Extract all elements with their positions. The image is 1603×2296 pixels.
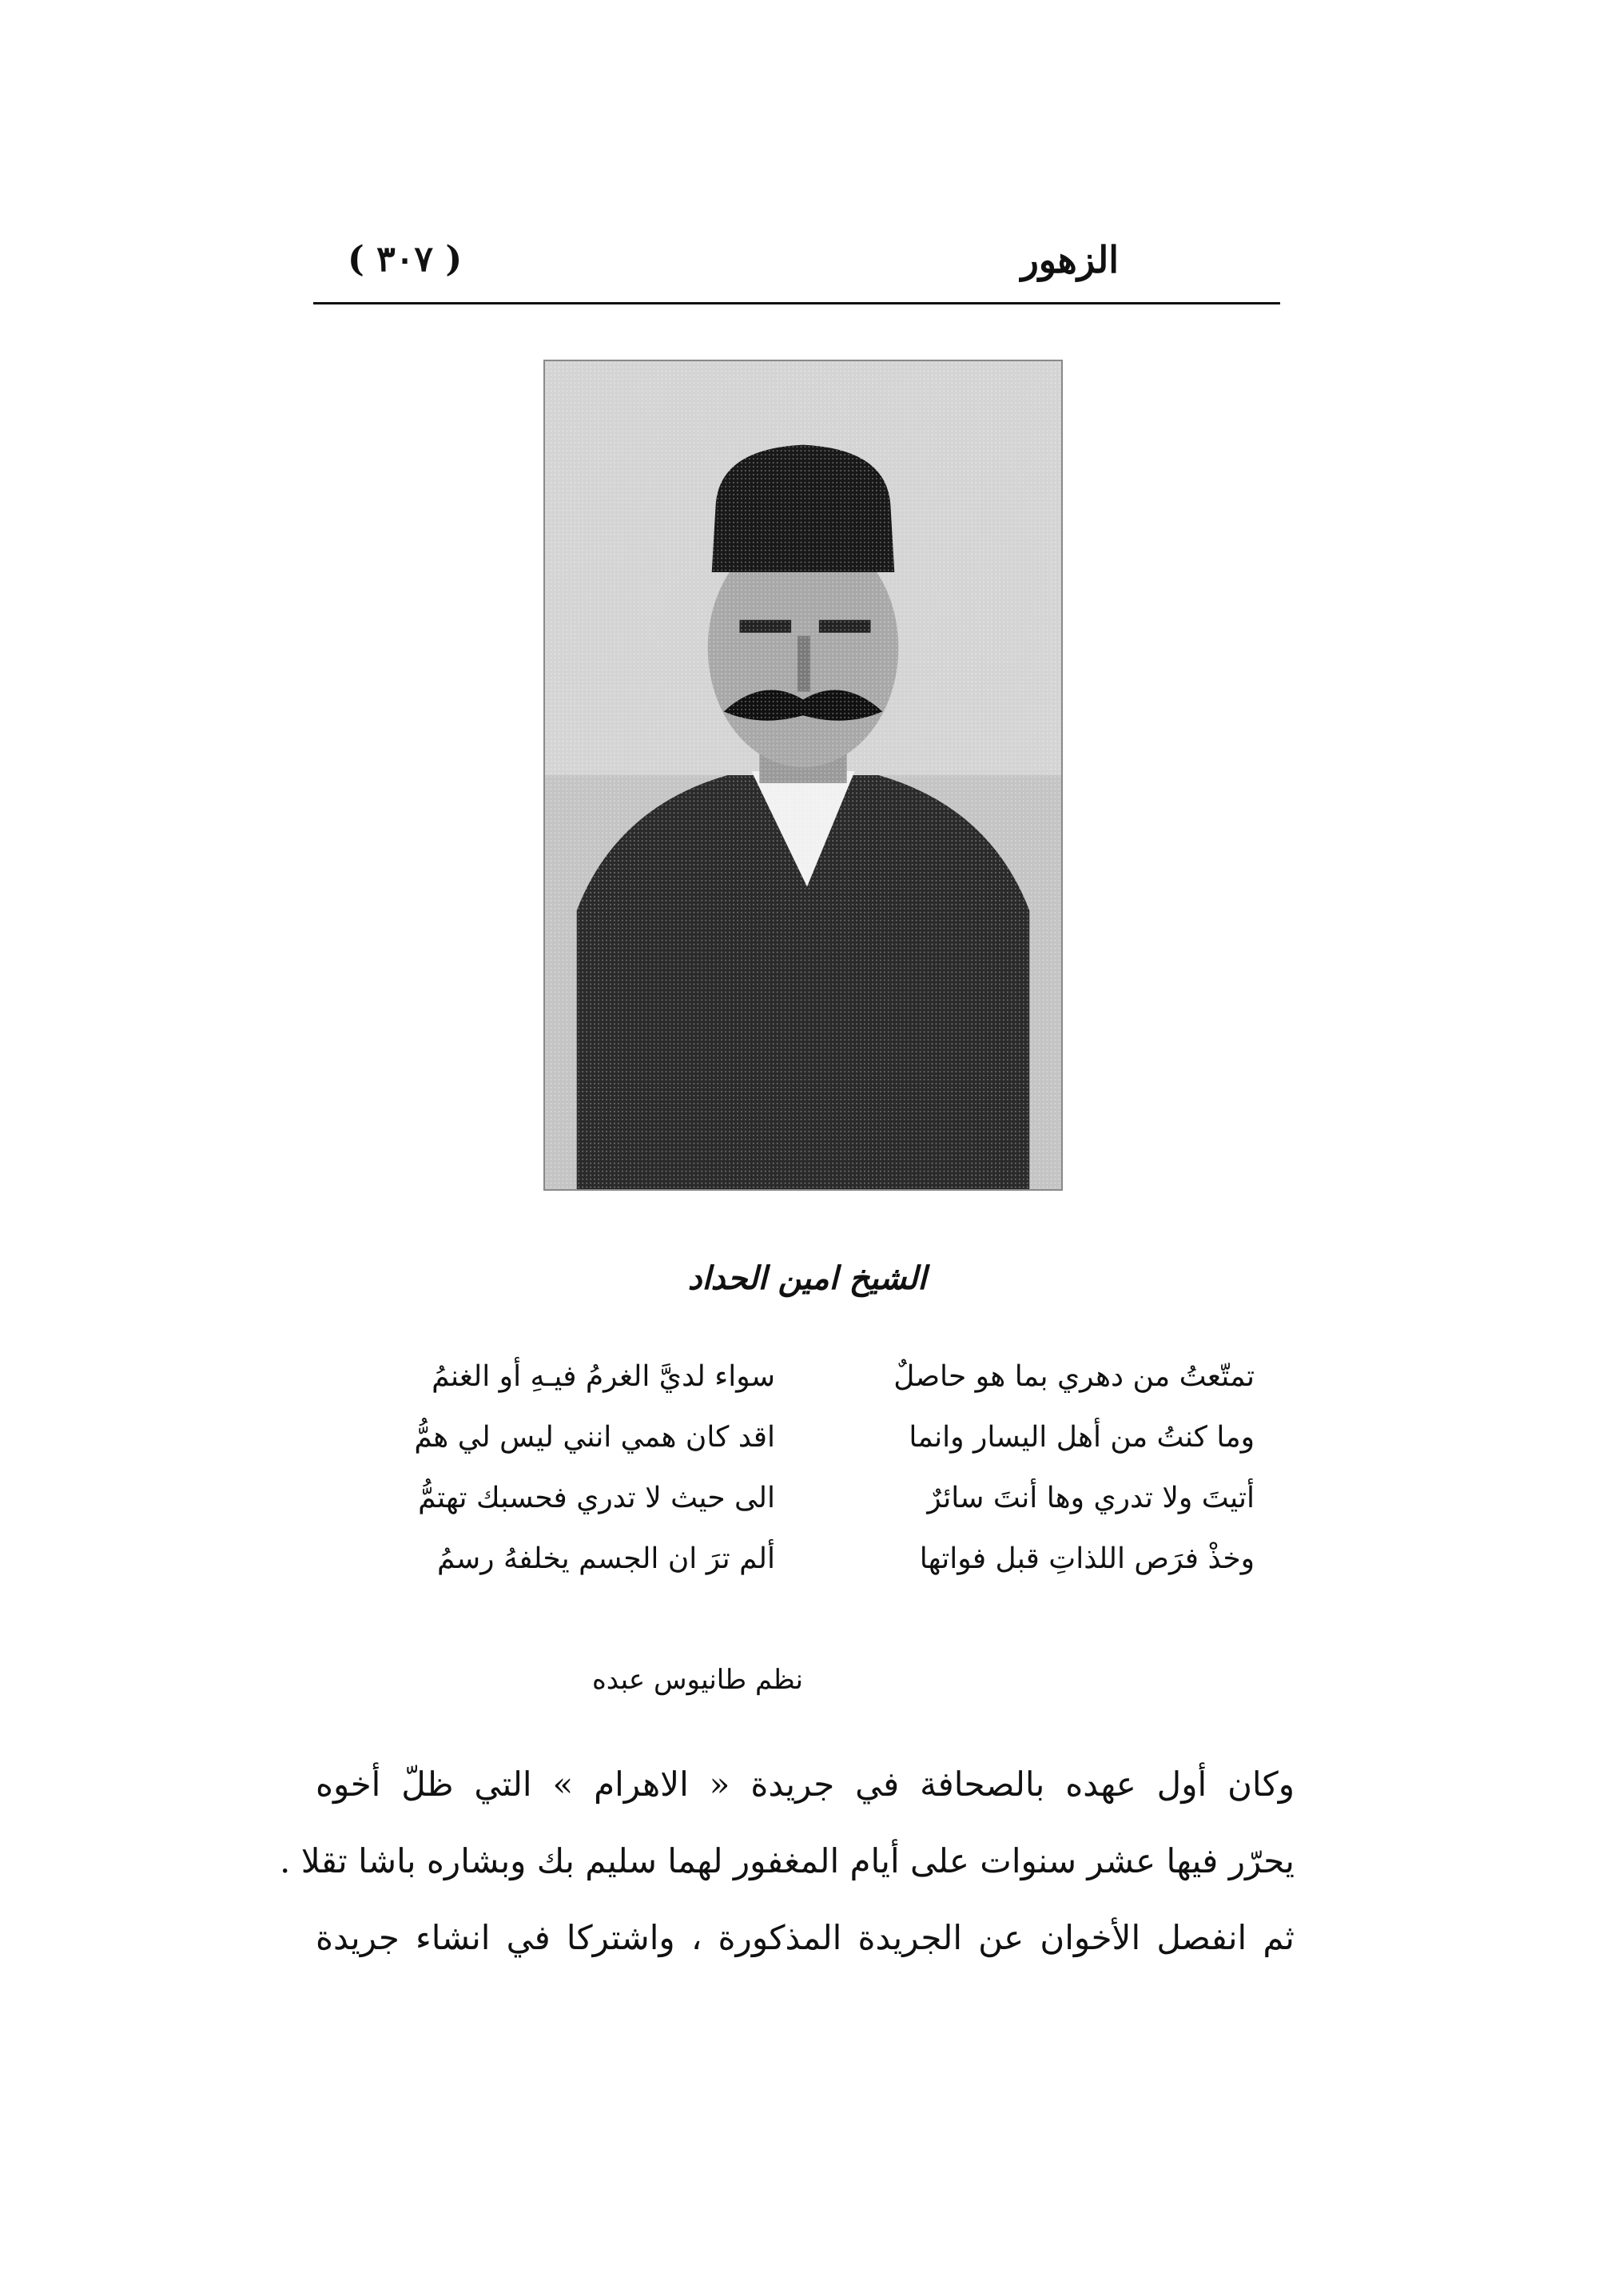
poet-attribution: نظم طانيوس عبده: [591, 1664, 803, 1696]
paragraph-line: وكان أول عهده بالصحافة في جريدة « الاهرام » التي ظلّ أخوه: [316, 1765, 1295, 1804]
poem-verse: [376, 1407, 1255, 1468]
poem-verse: [376, 1529, 1255, 1590]
running-header: [320, 228, 1279, 292]
poem: [376, 1347, 1255, 1590]
poem-verse: [376, 1468, 1255, 1529]
verse-second-hemistich: اقد كان همي انني ليس لي همُّ: [414, 1421, 775, 1454]
header-title: الزهور: [1020, 238, 1119, 281]
portrait-photo: [543, 360, 1063, 1191]
portrait-illustration: [545, 361, 1061, 1189]
header-rule: [313, 302, 1280, 304]
verse-first-hemistich: تمتّعتُ من دهري بما هو حاصلٌ: [893, 1360, 1255, 1393]
paragraph-line: ثم انفصل الأخوان عن الجريدة المذكورة ، واشتركا في انشاء جريدة: [316, 1918, 1295, 1957]
verse-first-hemistich: أتيتَ ولا تدري وها أنتَ سائرٌ: [927, 1482, 1255, 1514]
verse-second-hemistich: سواء لديَّ الغرمُ فيـهِ أو الغنمُ: [432, 1360, 775, 1393]
verse-second-hemistich: الى حيث لا تدري فحسبك تهتمُّ: [418, 1482, 775, 1514]
body-paragraph: [280, 1746, 1295, 1976]
photo-caption: الشيخ امين الحداد: [687, 1259, 927, 1297]
page-number: ( ٣٠٧ ): [348, 239, 463, 280]
paragraph-line: يحرّر فيها عشر سنوات على أيام المغفور لهما سليم بك وبشاره باشا تقلا .: [280, 1841, 1295, 1880]
verse-second-hemistich: ألم ترَ ان الجسم يخلفهُ رسمُ: [437, 1542, 775, 1575]
verse-first-hemistich: وما كنتُ من أهل اليسار وانما: [909, 1421, 1255, 1454]
poem-verse: [376, 1347, 1255, 1407]
verse-first-hemistich: وخذْ فرَص اللذاتِ قبل فواتها: [919, 1542, 1255, 1575]
